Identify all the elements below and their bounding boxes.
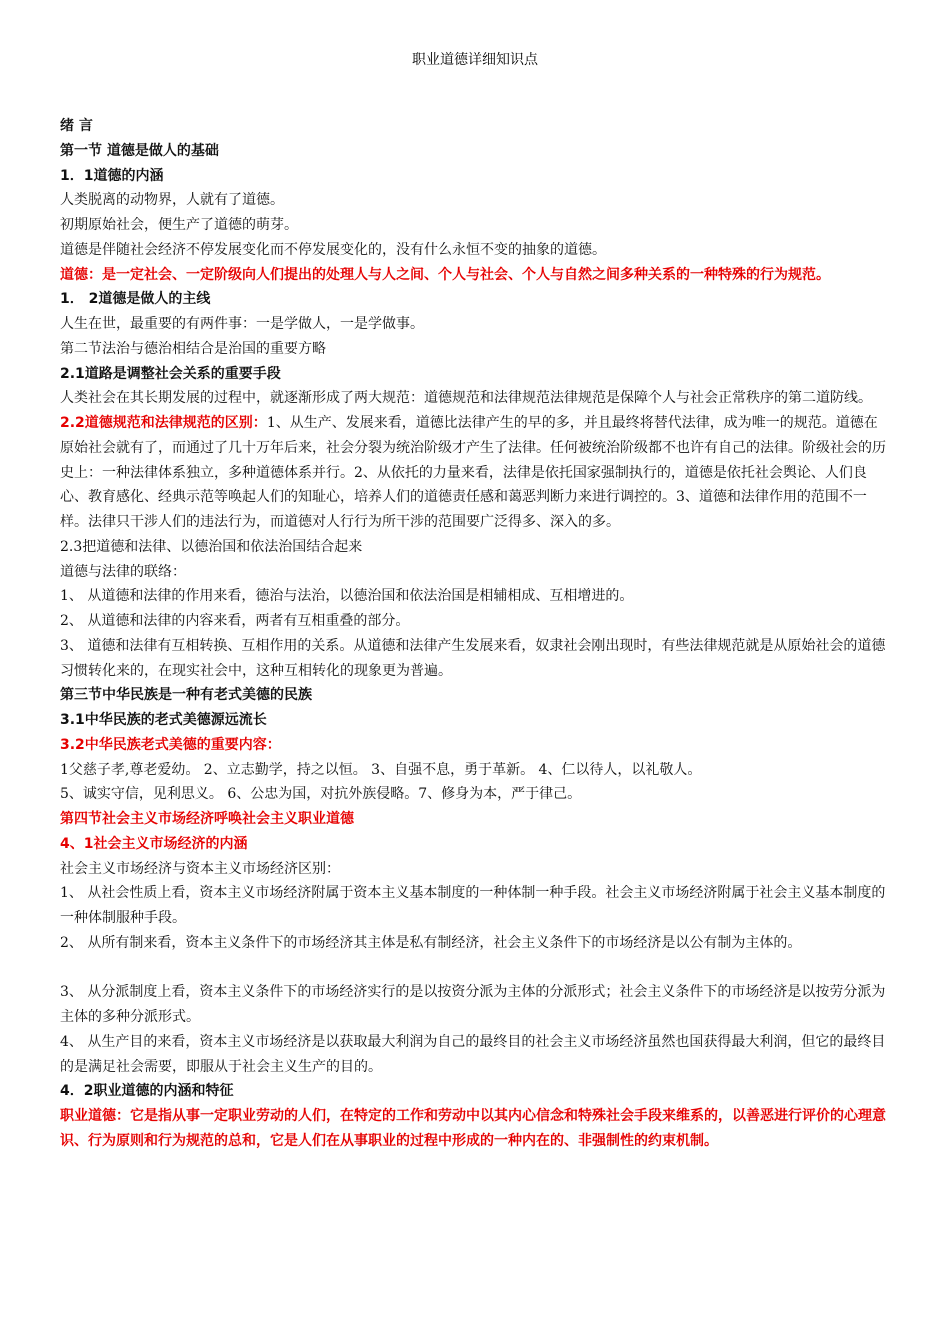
doc-line: 3、 道德和法律有互相转换、互相作用的关系。从道德和法律产生发展来看，奴隶社会刚出现时，有些法律规范就是从原始社会的道德习惯转化来的，在现实社会中，这种互相转化的现象更为普遍。	[60, 637, 886, 679]
doc-line-segment: 1、从生产、发展来看，道德比法律产生的早的多，并且最终将替代法律，成为唯一的规范。道德在原始社会就有了，而通过了几十万年后来，社会分裂为统治阶级才产生了法律。任何被统治阶级都不也许有自己的法律。阶级社会的历史上：一种法律体系独立，多种道德体系并行。2、从依托的力量来看，法律是依托国家强制执行的，道德是依托社会舆论、人们良心、教育感化、经典示范等唤起人们的知耻心，培养人们的道德责任感和蔼恶判断力来进行调控的。3、道德和法律作用的范围不一样。法律只干涉人们的违法行为，而道德对人行行为所干涉的范围要广泛得多、深入的多。	[60, 415, 886, 530]
doc-line	[60, 956, 890, 981]
doc-line	[60, 411, 890, 535]
doc-line: 3.2中华民族老式美德的重要内容：	[60, 736, 281, 753]
doc-line: 1、 从道德和法律的作用来看，德治与法治，以德治国和依法治国是相辅相成、互相增进的。	[60, 588, 634, 605]
doc-line: 1．1道德的内涵	[60, 167, 164, 184]
doc-line: 1． 2道德是做人的主线	[60, 291, 211, 308]
doc-line: 2.3把道德和法律、以德治国和依法治国结合起来	[60, 538, 363, 555]
doc-line: 4、1社会主义市场经济的内涵	[60, 835, 248, 852]
doc-line: 2、 从所有制来看，资本主义条件下的市场经济其主体是私有制经济，社会主义条件下的市场经济是以公有制为主体的。	[60, 934, 802, 951]
doc-line: 人生在世，最重要的有两件事：一是学做人，一是学做事。	[60, 316, 424, 332]
doc-line: 3.1中华民族的老式美德源远流长	[60, 712, 267, 728]
doc-line: 3、 从分派制度上看，资本主义条件下的市场经济实行的是以按资分派为主体的分派形式；社会主义条件下的市场经济是以按劳分派为主体的多种分派形式。	[60, 984, 886, 1025]
doc-line: 道德：是一定社会、一定阶级向人们提出的处理人与人之间、个人与社会、个人与自然之间多种关系的一种特殊的行为规范。	[60, 266, 830, 283]
doc-line: 1父慈子孝,尊老爱幼。 2、立志勤学，持之以恒。 3、自强不息，勇于革新。 4、仁以待人，以礼敬人。	[60, 761, 702, 778]
document-body	[60, 114, 890, 1154]
doc-line: 1、 从社会性质上看，资本主义市场经济附属于资本主义基本制度的一种体制一种手段。社会主义市场经济附属于社会主义基本制度的一种体制服种手段。	[60, 885, 886, 926]
doc-line: 道德与法律的联络：	[60, 563, 186, 580]
doc-line: 5、诚实守信，见利思义。 6、公忠为国，对抗外族侵略。7、修身为本，严于律己。	[60, 786, 582, 803]
doc-line-segment: 2.2道德规范和法律规范的区别：	[60, 415, 267, 431]
document-title: 职业道德详细知识点	[412, 52, 538, 68]
doc-line: 第三节中华民族是一种有老式美德的民族	[60, 687, 312, 704]
doc-line: 4、 从生产目的来看，资本主义市场经济是以获取最大利润为自己的最终目的社会主义市场经济虽然也国获得最大利润，但它的最终目的是满足社会需要，即服从于社会主义生产的目的。	[60, 1033, 886, 1075]
doc-line: 道德是伴随社会经济不停发展变化而不停发展变化的，没有什么永恒不变的抽象的道德。	[60, 241, 606, 258]
doc-line: 绪 言	[60, 118, 93, 134]
doc-line: 职业道德：它是指从事一定职业劳动的人们，在特定的工作和劳动中以其内心信念和特殊社会手段来维系的，以善恶进行评价的心理意识、行为原则和行为规范的总和，它是人们在从事职业的过程中形成的一种内在的、非强制性的约束机制。	[60, 1108, 886, 1149]
doc-line: 社会主义市场经济与资本主义市场经济区别：	[60, 860, 340, 877]
doc-line: 2.1道路是调整社会关系的重要手段	[60, 365, 281, 382]
doc-line: 第二节法治与德治相结合是治国的重要方略	[60, 340, 326, 357]
doc-line: 4．2职业道德的内涵和特征	[60, 1083, 234, 1100]
doc-line: 2、 从道德和法律的内容来看，两者有互相重叠的部分。	[60, 613, 410, 629]
doc-line: 初期原始社会，便生产了道德的萌芽。	[60, 217, 298, 233]
doc-line: 第四节社会主义市场经济呼唤社会主义职业道德	[60, 811, 354, 827]
doc-line: 人类社会在其长期发展的过程中，就逐渐形成了两大规范：道德规范和法律规范法律规范是保障个人与社会正常秩序的第二道防线。	[60, 390, 872, 407]
doc-line: 人类脱离的动物界，人就有了道德。	[60, 192, 284, 209]
doc-line: 第一节 道德是做人的基础	[60, 142, 219, 159]
